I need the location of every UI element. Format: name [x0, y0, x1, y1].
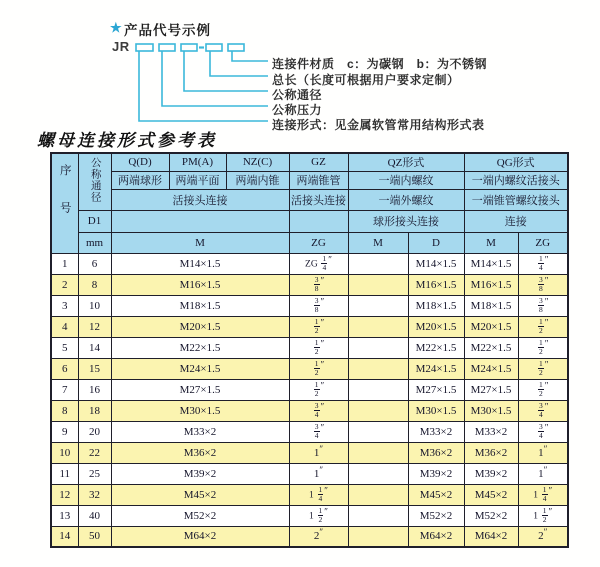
cell-gz-zg: $\frac{3}{4}$ ″ [289, 400, 348, 421]
cell-dn: 22 [78, 442, 111, 463]
cell-gz-zg: 2″ [289, 526, 348, 547]
cell-union-m: M18×1.5 [111, 295, 289, 316]
cell-seq: 6 [51, 358, 78, 379]
cell-union-m: M36×2 [111, 442, 289, 463]
cell-gz-zg: 1″ [289, 463, 348, 484]
cell-dn: 12 [78, 316, 111, 337]
header-qz-m: M [348, 232, 408, 253]
cell-qg-zg: $\frac{3}{8}$ ″ [518, 274, 568, 295]
header-qz-conn: 球形接头连接 [348, 210, 464, 232]
header-qz-desc2: 一端外螺纹 [348, 189, 464, 210]
table-row [51, 505, 568, 526]
cell-union-m: M22×1.5 [111, 337, 289, 358]
diagram-label-pressure: 公称压力 [272, 103, 323, 117]
cell-qz-d: M27×1.5 [408, 379, 464, 400]
cell-dn: 32 [78, 484, 111, 505]
cell-gz-zg: 1 $\frac{1}{2}$ ″ [289, 505, 348, 526]
cell-qg-m: M14×1.5 [464, 253, 518, 274]
cell-seq: 2 [51, 274, 78, 295]
cell-qz-d: M64×2 [408, 526, 464, 547]
cell-union-m: M30×1.5 [111, 400, 289, 421]
cell-seq: 1 [51, 253, 78, 274]
cell-union-m: M27×1.5 [111, 379, 289, 400]
cell-qz-d: M20×1.5 [408, 316, 464, 337]
cell-seq: 11 [51, 463, 78, 484]
cell-qg-zg: $\frac{1}{2}$ ″ [518, 337, 568, 358]
table-row [51, 253, 568, 274]
cell-union-m: M16×1.5 [111, 274, 289, 295]
cell-qg-zg: $\frac{3}{8}$ ″ [518, 295, 568, 316]
cell-union-m: M64×2 [111, 526, 289, 547]
cell-qg-m: M16×1.5 [464, 274, 518, 295]
cell-seq: 7 [51, 379, 78, 400]
nut-connection-table [50, 152, 569, 548]
cell-qz-d: M24×1.5 [408, 358, 464, 379]
cell-qg-m: M18×1.5 [464, 295, 518, 316]
cell-qz-m [348, 526, 408, 547]
diagram-label-diameter: 公称通径 [272, 88, 323, 102]
cell-qz-d: M30×1.5 [408, 400, 464, 421]
cell-qz-m [348, 337, 408, 358]
cell-gz-zg: $\frac{1}{2}$ ″ [289, 316, 348, 337]
table-row [51, 400, 568, 421]
cell-union-m: M20×1.5 [111, 316, 289, 337]
table-row [51, 442, 568, 463]
header-mm: mm [78, 232, 111, 253]
cell-qg-zg: $\frac{3}{4}$ ″ [518, 400, 568, 421]
header-nz-desc: 两端内锥 [226, 171, 289, 189]
header-qg-m: M [464, 232, 518, 253]
header-dn: 公称通径 [78, 153, 111, 210]
cell-qz-d: M45×2 [408, 484, 464, 505]
cell-dn: 10 [78, 295, 111, 316]
cell-qz-d: M18×1.5 [408, 295, 464, 316]
cell-qz-d: M39×2 [408, 463, 464, 484]
header-row-d1 [51, 210, 568, 232]
cell-qg-zg: 1″ [518, 442, 568, 463]
cell-qg-m: M24×1.5 [464, 358, 518, 379]
table-row [51, 379, 568, 400]
header-gz-zg: ZG [289, 232, 348, 253]
cell-qg-zg: $\frac{1}{2}$ ″ [518, 358, 568, 379]
cell-seq: 9 [51, 421, 78, 442]
table-row [51, 316, 568, 337]
cell-gz-zg: 1″ [289, 442, 348, 463]
diagram-label-material: 连接件材质 c：为碳钢 b：为不锈钢 [272, 57, 488, 71]
cell-qz-m [348, 484, 408, 505]
cell-gz-zg: 1 $\frac{1}{4}$ ″ [289, 484, 348, 505]
cell-qg-m: M39×2 [464, 463, 518, 484]
cell-qz-d: M33×2 [408, 421, 464, 442]
cell-qz-d: M22×1.5 [408, 337, 464, 358]
cell-qz-m [348, 442, 408, 463]
cell-dn: 16 [78, 379, 111, 400]
cell-qz-d: M52×2 [408, 505, 464, 526]
cell-qz-d: M14×1.5 [408, 253, 464, 274]
cell-qg-zg: 1 $\frac{1}{4}$ ″ [518, 484, 568, 505]
leader-line-4 [162, 51, 268, 106]
cell-qz-d: M16×1.5 [408, 274, 464, 295]
cell-qz-m [348, 316, 408, 337]
leader-line-1 [232, 51, 268, 61]
cell-qz-m [348, 505, 408, 526]
cell-qg-m: M22×1.5 [464, 337, 518, 358]
table-row [51, 526, 568, 547]
cell-qg-m: M52×2 [464, 505, 518, 526]
header-d1: D1 [78, 210, 111, 232]
header-blank-mid [111, 210, 289, 232]
cell-union-m: M52×2 [111, 505, 289, 526]
cell-qz-m [348, 295, 408, 316]
cell-dn: 18 [78, 400, 111, 421]
table-row [51, 484, 568, 505]
table-row [51, 337, 568, 358]
table-row [51, 295, 568, 316]
cell-union-m: M14×1.5 [111, 253, 289, 274]
cell-qg-m: M33×2 [464, 421, 518, 442]
cell-qz-m [348, 463, 408, 484]
cell-qg-m: M45×2 [464, 484, 518, 505]
header-qz-desc1: 一端内螺纹 [348, 171, 464, 189]
header-qd-code: Q(D) [111, 153, 169, 171]
header-row-codes [51, 153, 568, 171]
header-qg-zg: ZG [518, 232, 568, 253]
cell-seq: 5 [51, 337, 78, 358]
cell-dn: 50 [78, 526, 111, 547]
header-qd-desc: 两端球形 [111, 171, 169, 189]
cell-union-m: M33×2 [111, 421, 289, 442]
cell-union-m: M24×1.5 [111, 358, 289, 379]
cell-qz-m [348, 253, 408, 274]
cell-seq: 13 [51, 505, 78, 526]
table-row [51, 358, 568, 379]
product-code-prefix: JR [112, 39, 130, 54]
header-blank-gz [289, 210, 348, 232]
cell-qg-m: M64×2 [464, 526, 518, 547]
code-box-2 [159, 44, 175, 51]
cell-qg-m: M20×1.5 [464, 316, 518, 337]
cell-qg-m: M27×1.5 [464, 379, 518, 400]
star-icon: ★ [110, 20, 122, 35]
cell-dn: 15 [78, 358, 111, 379]
cell-qg-zg: 2″ [518, 526, 568, 547]
cell-gz-zg: $\frac{3}{8}$ ″ [289, 274, 348, 295]
diagram-title: 产品代号示例 [124, 23, 211, 38]
code-box-4 [206, 44, 222, 51]
cell-qg-zg: $\frac{1}{4}$ ″ [518, 253, 568, 274]
header-pm-code: PM(A) [169, 153, 226, 171]
cell-qg-zg: 1″ [518, 463, 568, 484]
cell-seq: 4 [51, 316, 78, 337]
cell-qz-d: M36×2 [408, 442, 464, 463]
table-row [51, 463, 568, 484]
cell-dn: 25 [78, 463, 111, 484]
cell-seq: 14 [51, 526, 78, 547]
table-title: 螺母连接形式参考表 [37, 131, 217, 150]
header-gz-conn: 活接头连接 [289, 189, 348, 210]
cell-union-m: M39×2 [111, 463, 289, 484]
cell-gz-zg: $\frac{1}{2}$ ″ [289, 337, 348, 358]
header-qz-code: QZ形式 [348, 153, 464, 171]
cell-dn: 20 [78, 421, 111, 442]
leader-line-2 [210, 51, 268, 76]
header-qg-code: QG形式 [464, 153, 568, 171]
cell-gz-zg: $\frac{3}{8}$ ″ [289, 295, 348, 316]
diagram-label-length: 总长（长度可根据用户要求定制） [272, 73, 460, 87]
table-row [51, 421, 568, 442]
header-union-conn: 活接头连接 [111, 189, 289, 210]
cell-qg-zg: 1 $\frac{1}{2}$ ″ [518, 505, 568, 526]
cell-qz-m [348, 421, 408, 442]
cell-dn: 8 [78, 274, 111, 295]
cell-union-m: M45×2 [111, 484, 289, 505]
header-row-desc2 [51, 189, 568, 210]
header-qz-d: D [408, 232, 464, 253]
code-box-3 [181, 44, 197, 51]
header-seq: 序号 [51, 153, 78, 253]
cell-qz-m [348, 358, 408, 379]
cell-gz-zg: $\frac{1}{2}$ ″ [289, 358, 348, 379]
header-pm-desc: 两端平面 [169, 171, 226, 189]
cell-seq: 12 [51, 484, 78, 505]
cell-qg-zg: $\frac{3}{4}$ ″ [518, 421, 568, 442]
diagram-label-connection: 连接形式：见金属软管常用结构形式表 [272, 118, 485, 132]
cell-dn: 6 [78, 253, 111, 274]
cell-gz-zg: ZG $\frac{1}{4}$ ″ [289, 253, 348, 274]
cell-qg-zg: $\frac{1}{2}$ ″ [518, 379, 568, 400]
header-qg-conn: 连接 [464, 210, 568, 232]
header-qg-desc2: 一端锥管螺纹接头 [464, 189, 568, 210]
header-nz-code: NZ(C) [226, 153, 289, 171]
cell-qg-m: M36×2 [464, 442, 518, 463]
header-row-desc1 [51, 171, 568, 189]
cell-dn: 40 [78, 505, 111, 526]
leader-line-3 [184, 51, 268, 91]
cell-gz-zg: $\frac{3}{4}$ ″ [289, 421, 348, 442]
header-gz-desc: 两端锥管 [289, 171, 348, 189]
cell-dn: 14 [78, 337, 111, 358]
table-body [51, 253, 568, 547]
cell-seq: 8 [51, 400, 78, 421]
code-box-5 [228, 44, 244, 51]
cell-qz-m [348, 274, 408, 295]
cell-seq: 3 [51, 295, 78, 316]
header-row-units [51, 232, 568, 253]
cell-qg-m: M30×1.5 [464, 400, 518, 421]
header-qg-desc1: 一端内螺纹活接头 [464, 171, 568, 189]
cell-qz-m [348, 400, 408, 421]
code-box-1 [136, 44, 153, 51]
cell-gz-zg: $\frac{1}{2}$ ″ [289, 379, 348, 400]
cell-seq: 10 [51, 442, 78, 463]
header-m-span: M [111, 232, 289, 253]
cell-qz-m [348, 379, 408, 400]
table-row [51, 274, 568, 295]
cell-qg-zg: $\frac{1}{2}$ ″ [518, 316, 568, 337]
header-gz-code: GZ [289, 153, 348, 171]
